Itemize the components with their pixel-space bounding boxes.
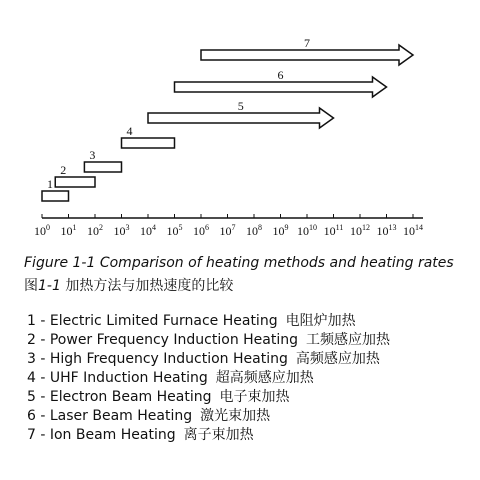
- tick-label: $10^{14}$: [403, 223, 423, 238]
- legend-item-chinese: 离子束加热: [183, 427, 254, 443]
- legend-item-english: 3 - High Frequency Induction Heating: [27, 351, 288, 367]
- tick-label: $10^3$: [113, 223, 130, 238]
- legend-item-english: 7 - Ion Beam Heating: [27, 427, 176, 443]
- legend-item-chinese: 激光束加热: [200, 408, 271, 424]
- legend-item: [27, 331, 467, 350]
- range-label: 6: [277, 68, 284, 82]
- tick-label: $10^8$: [246, 223, 262, 238]
- legend-item-english: 6 - Laser Beam Heating: [27, 408, 193, 424]
- legend-list: [27, 312, 467, 445]
- tick-label: $10^4$: [140, 223, 156, 238]
- caption-zh-prefix: 图: [24, 278, 38, 294]
- tick-label: $10^{11}$: [323, 223, 344, 238]
- legend-item: [27, 407, 467, 426]
- x-axis: [34, 214, 423, 238]
- figure-caption-chinese: [24, 275, 233, 295]
- tick-label: $10^6$: [193, 223, 209, 238]
- caption-zh-text: 加热方法与加热速度的比较: [60, 278, 234, 294]
- heating-range-1: [42, 191, 69, 201]
- range-label: 3: [89, 148, 96, 162]
- legend-item-chinese: 电阻炉加热: [285, 313, 356, 329]
- legend-item-english: 2 - Power Frequency Induction Heating: [27, 332, 298, 348]
- legend-item-english: 4 - UHF Induction Heating: [27, 370, 208, 386]
- legend-item-chinese: 工频感应加热: [306, 332, 390, 348]
- tick-label: $10^{12}$: [350, 223, 370, 238]
- caption-zh-number: 1-1: [38, 278, 61, 294]
- range-label: 1: [47, 177, 53, 191]
- tick-label: $10^{13}$: [376, 223, 397, 238]
- legend-item: [27, 350, 467, 369]
- heating-range-2: [55, 177, 95, 187]
- legend-item-english: 1 - Electric Limited Furnace Heating: [27, 313, 278, 329]
- tick-label: $10^5$: [166, 223, 183, 238]
- heating-range-3: [84, 162, 121, 172]
- legend-item-chinese: 高频感应加热: [295, 351, 380, 367]
- legend-item: [27, 426, 467, 445]
- legend-item: [27, 369, 467, 388]
- legend-item: [27, 388, 467, 407]
- range-label: 2: [60, 163, 67, 177]
- legend-item-chinese: 电子束加热: [219, 389, 290, 405]
- range-label: 7: [304, 36, 310, 50]
- legend-item: [27, 312, 467, 331]
- tick-label: $10^{10}$: [297, 223, 317, 238]
- tick-label: $10^1$: [60, 223, 77, 238]
- tick-label: $10^9$: [272, 223, 289, 238]
- range-bars: [42, 36, 413, 201]
- tick-label: $10^0$: [34, 223, 50, 238]
- legend-item-chinese: 超高频感应加热: [215, 370, 314, 386]
- tick-label: $10^7$: [219, 223, 236, 238]
- heating-range-4: [122, 138, 175, 148]
- range-label: 4: [126, 124, 133, 138]
- figure-caption-english: Figure 1-1 Comparison of heating methods and heating rates: [24, 255, 454, 271]
- tick-label: $10^2$: [87, 223, 103, 238]
- legend-item-english: 5 - Electron Beam Heating: [27, 389, 212, 405]
- range-label: 5: [237, 99, 244, 113]
